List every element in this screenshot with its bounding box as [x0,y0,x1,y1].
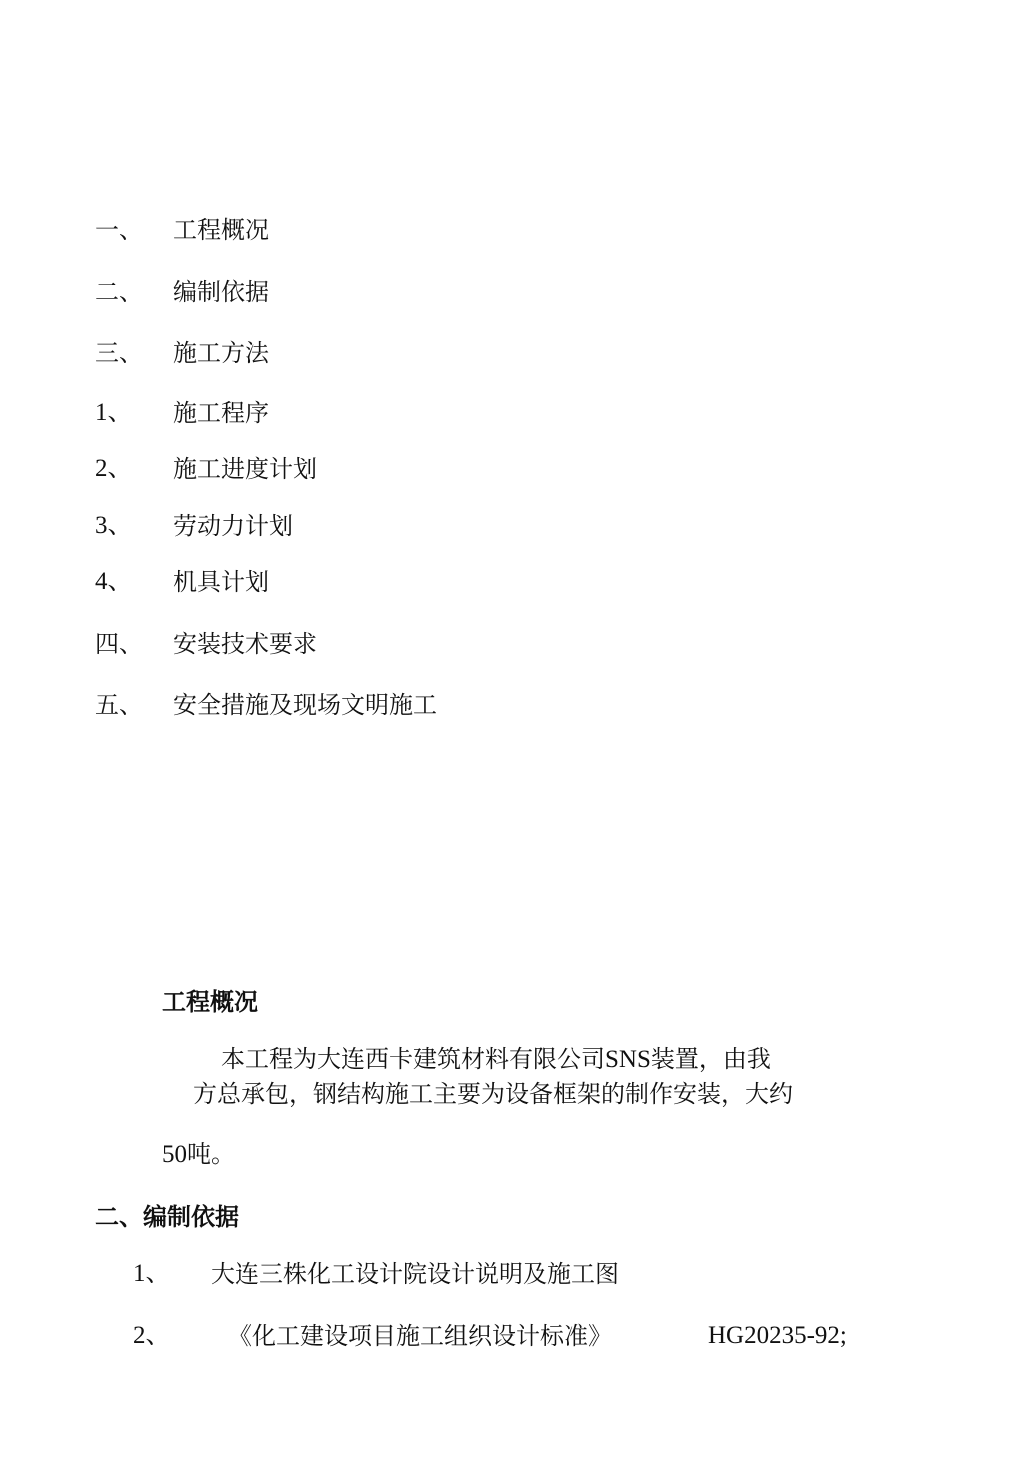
toc-text: 劳动力计划 [173,512,293,540]
overview-title: 工程概况 [162,988,258,1016]
toc-text: 施工方法 [173,339,269,367]
toc-number: 3、 [95,512,133,539]
overview-text: 吨。 [187,1140,235,1168]
toc-number: 三、 [95,339,143,367]
toc-text: 安装技术要求 [173,630,317,658]
toc-number: 二、 [95,278,143,306]
overview-line-1 [221,1041,771,1078]
toc-text: 安全措施及现场文明施工 [173,691,437,719]
basis-number: 2、 [133,1322,171,1349]
basis-title: 二、编制依据 [95,1203,239,1231]
basis-number: 1、 [133,1260,171,1287]
toc-text: 工程概况 [173,216,269,244]
toc-text: 施工程序 [173,399,269,427]
basis-item [0,1256,1024,1292]
basis-text: 《化工建设项目施工组织设计标准》 [228,1322,612,1350]
overview-text: 本工程为大连西卡建筑材料有限公司 [221,1045,605,1073]
overview-line-3 [162,1136,235,1173]
toc-number: 4、 [95,568,133,595]
toc-number: 一、 [95,216,143,244]
overview-code: SNS [605,1046,651,1073]
overview-amount: 50 [162,1141,187,1168]
overview-text: 装置，由我 [650,1045,771,1073]
basis-standard-code: HG20235-92; [708,1322,847,1349]
toc-text: 施工进度计划 [173,455,317,483]
overview-line-2: 方总承包，钢结构施工主要为设备框架的制作安装，大约 [193,1080,793,1108]
toc-text: 编制依据 [173,278,269,306]
basis-text: 大连三株化工设计院设计说明及施工图 [211,1260,619,1288]
toc-number: 2、 [95,455,133,482]
toc-number: 四、 [95,630,143,658]
basis-item [0,1318,1024,1354]
toc-number: 五、 [95,691,143,719]
toc-text: 机具计划 [173,568,269,596]
toc-number: 1、 [95,399,133,426]
